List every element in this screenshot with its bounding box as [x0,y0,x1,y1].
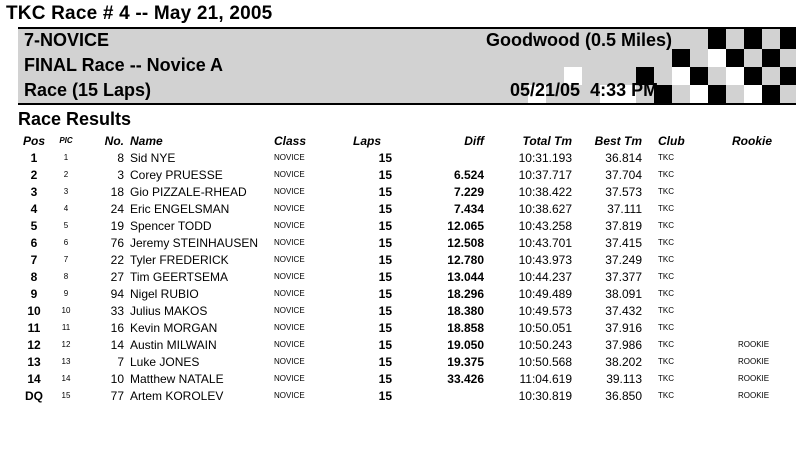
cell-no: 19 [110,218,124,233]
cell-club: TKC [658,272,674,281]
results-table [14,132,773,404]
cell-total: 10:38.627 [518,201,572,216]
cell-rookie [692,251,754,268]
cell-club: TKC [658,340,674,349]
cell-pic: 11 [61,323,71,332]
cell-club: TKC [658,204,674,213]
cell-pic: 10 [61,306,71,315]
cell-club: TKC [658,187,674,196]
cell-no: 16 [110,320,124,335]
cell-name: Jeremy STEINHAUSEN [130,235,259,250]
cell-best: 36.814 [605,150,642,165]
cell-rookie [692,302,754,319]
cell-no: 24 [110,201,124,216]
cell-best: 37.986 [605,337,642,352]
cell-no: 27 [110,269,124,284]
banner-divider [18,103,796,105]
cell-total: 11:04.619 [519,371,572,386]
cell-best: 37.432 [605,303,642,318]
cell-club: TKC [658,357,674,366]
cell-pic: 1 [63,153,69,162]
cell-class: NOVICE [274,153,305,162]
cell-best: 37.819 [605,218,642,233]
cell-pos: 13 [27,354,41,369]
cell-total: 10:49.489 [518,286,572,301]
cell-best: 37.573 [605,184,642,199]
cell-diff: 7.229 [453,184,484,199]
cell-pos: 14 [27,371,41,386]
cell-class: NOVICE [274,204,305,213]
cell-rookie: ROOKIE [738,391,770,400]
cell-no: 22 [110,252,124,267]
cell-diff: 19.050 [447,337,484,352]
cell-rookie [692,234,754,251]
cell-club: TKC [658,323,674,332]
cell-best: 37.377 [605,269,642,284]
cell-rookie [692,183,754,200]
cell-best: 38.202 [605,354,642,369]
cell-diff: 19.375 [447,354,484,369]
cell-best: 36.850 [605,388,642,403]
table-row [14,217,754,234]
page-title: TKC Race # 4 -- May 21, 2005 [6,3,273,24]
cell-diff [402,387,484,404]
cell-club: TKC [658,391,674,400]
cell-laps: 15 [378,252,392,267]
cell-no: 94 [110,286,124,301]
cell-laps: 15 [378,184,392,199]
table-row [14,183,754,200]
cell-diff: 18.858 [447,320,484,335]
cell-total: 10:31.193 [518,150,572,165]
cell-diff: 7.434 [453,201,484,216]
cell-diff: 18.380 [447,303,484,318]
cell-class: NOVICE [274,272,305,281]
cell-name: Luke JONES [130,354,200,369]
track-name: Goodwood (0.5 Miles) [486,30,673,50]
col-pic-header: PIC [59,136,73,145]
cell-pic: 15 [61,391,71,400]
cell-rookie [692,268,754,285]
cell-name: Corey PRUESSE [130,167,223,182]
cell-no: 18 [110,184,124,199]
cell-class: NOVICE [274,289,305,298]
cell-no: 3 [117,167,124,182]
cell-pic: 12 [61,340,71,349]
cell-diff: 12.065 [447,218,484,233]
cell-total: 10:50.051 [518,320,572,335]
cell-pos: 11 [27,320,41,335]
col-diff-header: Diff [464,133,484,148]
cell-best: 39.113 [606,371,642,386]
cell-rookie [692,200,754,217]
table-row [14,370,754,387]
cell-club: TKC [658,153,674,162]
cell-rookie [692,166,754,183]
cell-class: NOVICE [274,187,305,196]
table-row [14,234,754,251]
cell-club: TKC [658,374,674,383]
cell-total: 10:50.568 [518,354,572,369]
cell-no: 77 [110,388,124,403]
cell-class: NOVICE [274,357,305,366]
cell-pic: 14 [61,374,71,383]
cell-class: NOVICE [274,306,305,315]
cell-pos: DQ [25,388,43,403]
cell-rookie [692,319,754,336]
cell-diff: 6.524 [453,167,484,182]
cell-pos: 7 [30,252,38,267]
col-total-header: Total Tm [522,133,572,148]
cell-name: Julius MAKOS [130,303,208,318]
cell-total: 10:44.237 [518,269,572,284]
cell-name: Austin MILWAIN [130,337,217,352]
cell-laps: 15 [378,303,392,318]
cell-pic: 8 [63,272,69,281]
cell-pos: 1 [30,150,38,165]
col-club-header: Club [658,133,685,148]
cell-rookie: ROOKIE [738,357,770,366]
cell-diff: 13.044 [447,269,484,284]
cell-pic: 2 [63,170,69,179]
cell-club: TKC [658,255,674,264]
cell-pic: 6 [63,238,69,247]
cell-class: NOVICE [274,340,305,349]
cell-class: NOVICE [274,391,305,400]
col-pos-header: Pos [22,133,45,148]
cell-best: 37.249 [605,252,642,267]
table-row [14,251,754,268]
cell-name: Matthew NATALE [130,371,224,386]
cell-pos: 6 [30,235,38,250]
cell-laps: 15 [378,201,392,216]
col-laps-header: Laps [352,133,381,148]
cell-laps: 15 [378,286,392,301]
section-title: Race Results [18,109,132,129]
cell-name: Spencer TODD [130,218,212,233]
cell-name: Kevin MORGAN [130,320,218,335]
cell-laps: 15 [378,150,392,165]
cell-name: Gio PIZZALE-RHEAD [130,184,247,199]
cell-total: 10:50.243 [518,337,572,352]
col-rookie-header: Rookie [732,133,773,148]
cell-class: NOVICE [274,221,305,230]
cell-pos: 3 [30,184,38,199]
cell-no: 33 [110,303,124,318]
cell-no: 14 [110,337,124,352]
cell-name: Eric ENGELSMAN [130,201,230,216]
race-laps: Race (15 Laps) [24,80,152,100]
cell-pos: 4 [30,201,38,216]
cell-pic: 13 [61,357,71,366]
cell-pos: 12 [27,337,41,352]
table-row [14,149,754,166]
cell-name: Artem KOROLEV [130,388,224,403]
cell-best: 37.704 [605,167,642,182]
cell-rookie: ROOKIE [738,340,770,349]
table-header-row [14,132,754,149]
cell-club: TKC [658,238,674,247]
cell-class: NOVICE [274,374,305,383]
cell-pic: 9 [63,289,69,298]
cell-pic: 3 [63,187,69,196]
cell-diff [402,149,484,166]
table-row [14,166,754,183]
cell-club: TKC [658,170,674,179]
cell-class: NOVICE [274,255,305,264]
race-banner [18,29,796,103]
cell-pic: 5 [63,221,69,230]
cell-rookie [692,149,754,166]
cell-pos: 10 [27,303,41,318]
cell-total: 10:30.819 [518,388,572,403]
cell-class: NOVICE [274,238,305,247]
cell-total: 10:43.258 [518,218,572,233]
cell-pos: 8 [30,269,38,284]
cell-pos: 9 [30,286,38,301]
cell-club: TKC [658,306,674,315]
race-name: FINAL Race -- Novice A [24,55,224,75]
col-name-header: Name [130,133,163,148]
cell-class: NOVICE [274,323,305,332]
cell-laps: 15 [378,388,392,403]
cell-laps: 15 [378,354,392,369]
col-no-header: No. [104,133,124,148]
cell-name: Tim GEERTSEMA [130,269,229,284]
cell-total: 10:43.973 [518,252,572,267]
cell-class: NOVICE [274,170,305,179]
cell-diff: 12.780 [447,252,484,267]
table-row [14,336,754,353]
cell-name: Sid NYE [130,150,176,165]
cell-total: 10:43.701 [518,235,572,250]
cell-pic: 4 [63,204,69,213]
cell-no: 10 [110,371,124,386]
cell-diff: 18.296 [447,286,484,301]
cell-diff: 33.426 [447,371,484,386]
class-name: 7-NOVICE [24,30,110,50]
cell-best: 37.415 [605,235,642,250]
cell-club: TKC [658,221,674,230]
cell-laps: 15 [378,218,392,233]
table-row [14,268,754,285]
table-row [14,387,754,404]
cell-no: 8 [117,150,124,165]
cell-total: 10:38.422 [518,184,572,199]
cell-name: Tyler FREDERICK [130,252,229,267]
col-best-header: Best Tm [594,133,642,148]
cell-best: 37.916 [605,320,642,335]
cell-total: 10:49.573 [518,303,572,318]
cell-laps: 15 [378,320,392,335]
cell-no: 76 [110,235,124,250]
cell-name: Nigel RUBIO [130,286,199,301]
cell-pos: 2 [30,167,38,182]
cell-rookie: ROOKIE [738,374,770,383]
cell-no: 7 [117,354,124,369]
cell-pic: 7 [63,255,69,264]
cell-best: 38.091 [605,286,642,301]
cell-laps: 15 [378,235,392,250]
race-datetime: 05/21/05 4:33 PM [510,80,659,100]
cell-total: 10:37.717 [518,167,572,182]
cell-rookie [692,285,754,302]
cell-rookie [692,217,754,234]
table-row [14,302,754,319]
cell-laps: 15 [378,337,392,352]
cell-laps: 15 [378,269,392,284]
cell-laps: 15 [378,371,392,386]
cell-best: 37.111 [607,201,642,216]
cell-club: TKC [658,289,674,298]
table-row [14,319,754,336]
table-row [14,353,754,370]
cell-laps: 15 [378,167,392,182]
table-row [14,285,754,302]
cell-diff: 12.508 [447,235,484,250]
col-class-header: Class [274,133,307,148]
cell-pos: 5 [30,218,38,233]
table-row [14,200,754,217]
